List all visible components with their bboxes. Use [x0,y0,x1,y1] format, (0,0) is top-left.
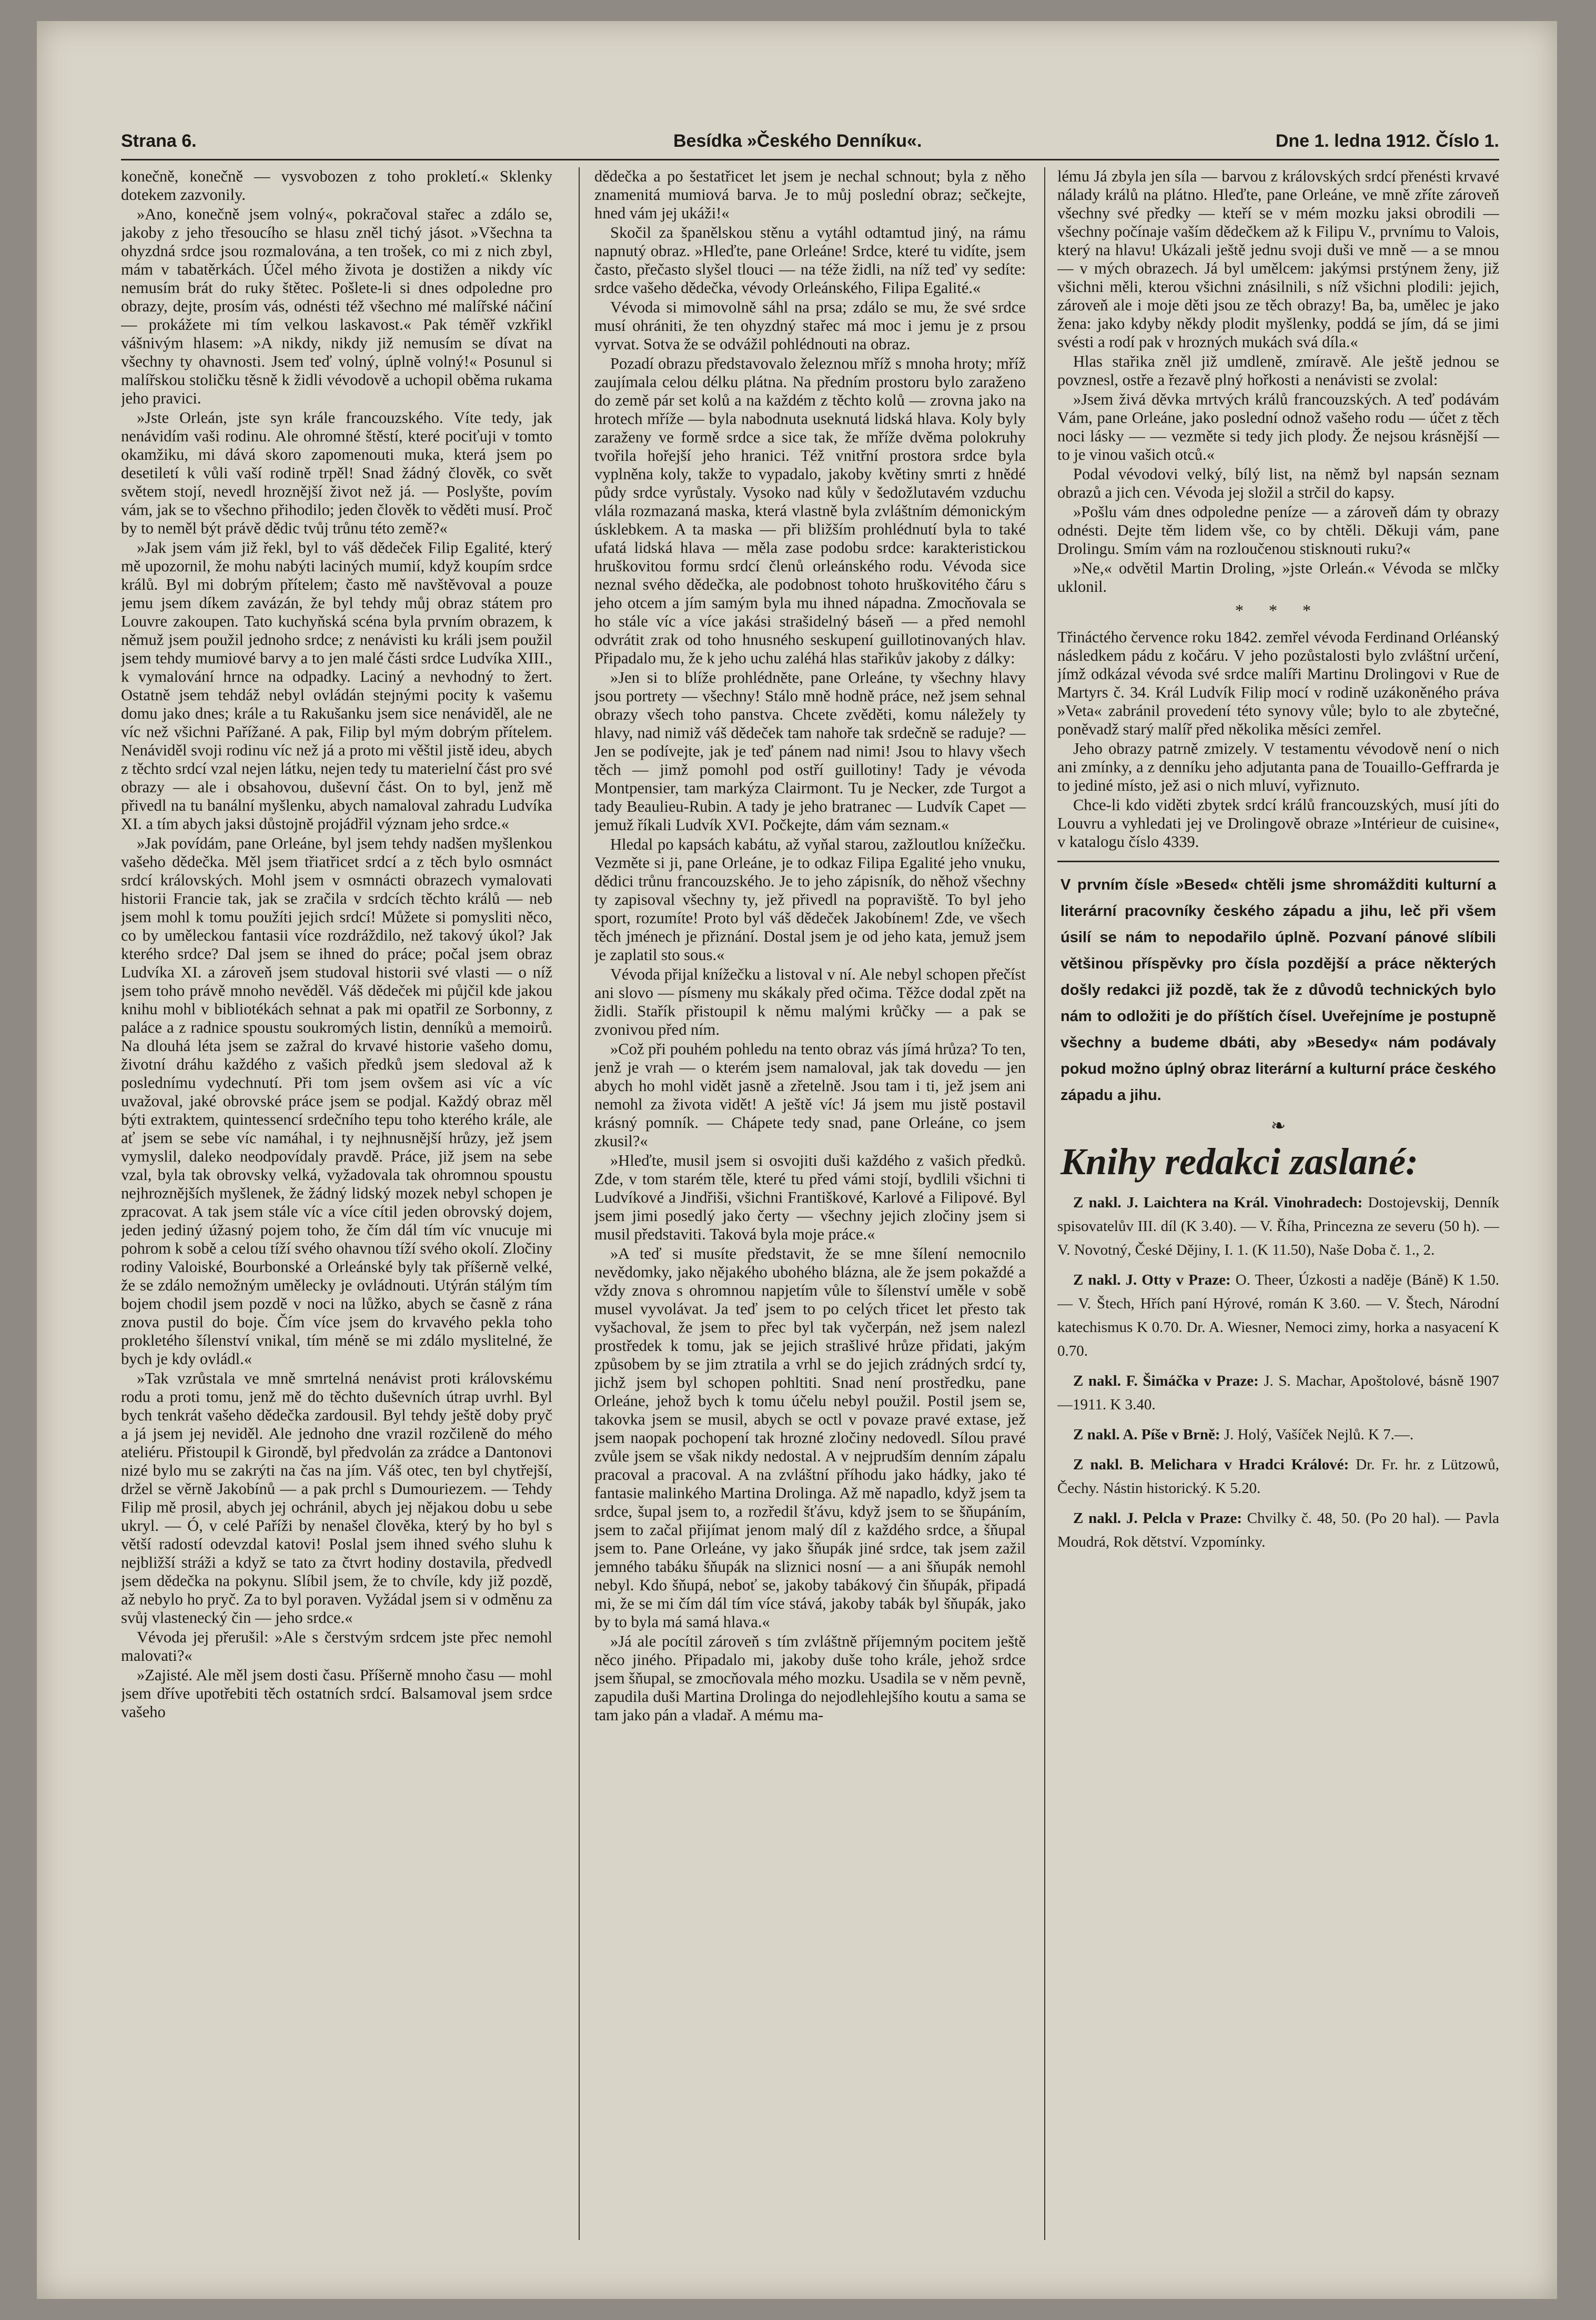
article-paragraph: Vévoda si mimovolně sáhl na prsa; zdálo se mu, že své srdce musí ohrániti, že ten ohyzdný stařec má moc i jemu je z prsou vyrvat. Sotva že se odvážil pohlédnouti na obraz. [594,298,1026,353]
article-paragraph: »Jak jsem vám již řekl, byl to váš dědeček Filip Egalité, který mě upozornil, že mohu nabýti laciných mumií, když koupím srdce králů. Byl mi dobrým přítelem; často mě navštěvoval a pouze jemu jsem díkem zavázán, že byl tehdy můj obraz státem pro Louvre zakoupen. Tato kuchyňská scéna byla prvním obrazem, k němuž jsem použil jednoho srdce; z nenávisti ku králi jsem použil jsem tehdy mumiové barvy a to jen malé části srdce Ludvíka XIII., k vymalování hrnce na odpadky. Laciný a nevhodný to žert. Ostatně jsem tehdáž nebyl ovládán stejnými pocity k vašemu domu jako dnes; krále a tu Rakušanku jsem sice nenáviděl, ale ne víc než všichni Pařížané. A pak, Filip byl mým dobrým přítelem. Nenáviděl svoji rodinu víc než já a proto mi věštil jistě ideu, abych z těchto srdcí vzal nejen látku, nejen tedy tu materielní část pro své obrazy — ale i obsahovou, duševní část. On to byl, jenž mě přivedl na tu banální myšlenku, abych namaloval zahradu Ludvíka XI. a tím abych jaksi důstojně projádřil význam jeho srdce.« [121,539,552,833]
article-paragraph: »Ne,« odvětil Martin Droling, »jste Orleán.« Vévoda se mlčky uklonil. [1057,559,1499,596]
article-paragraph: »Tak vzrůstala ve mně smrtelná nenávist proti královskému rodu a proti tomu, jenž mě do těchto duševních útrap uvrhl. Byl bych tenkrát vašeho dědečka zardousil. Byl tehdy ještě doby pryč a já jsem jej neviděl. Ale jednoho dne vrazil rozčileně do mého ateliéru. Přistoupil k Girondě, byl předvolán za zrádce a Dantonovi nizé bylo mu se zakrýti na čas na jím. Váš otec, ten byl chytřejší, držel se věrně Jakobínů — a pak prchl s Dumouriezem. — Tehdy Filip mě prosil, abych jej ochránil, abych jej nějakou dobu u sebe ukryl. — Ó, v celé Paříži by nenašel člověka, který by ho byl s větší radostí odevzdal katovi! Poslal jsem ihned svého sluhu k nejbližší stráži a když se tato za čtvrt hodiny dostavila, předvedl jsem dědečka na pokynu. Slíbil jsem, že to chvíle, kdy již pozdě, až nebylo ho pryč. Za to byl poraven. Vyžádal jsem si v odměnu za svůj vlastenecký čin — jeho srdce.« [121,1369,552,1627]
article-paragraph: »Jste Orleán, jste syn krále francouzského. Víte tedy, jak nenávidím vaši rodinu. Ale ohromné štěstí, které pociťuji v tomto okamžiku, mi dává skoro zapomenouti muka, která jsem po desetiletí k vůli vaší rodině trpěl! Snad žádný člověk, co svět světem stojí, nevedl hroznější život než já. — Poslyšte, povím vám, jak se to všechno přihodilo; jeden člověk to věděti musí. Proč by to neměl být právě dědic tvůj trůnu této země?« [121,409,552,537]
book-titles: Dostojevskij, Denník spisovatelův III. díl (K 3.40). — V. Říha, Princezna ze severu (50 h). — V. Novotný, České Dějiny, I. 1. (K 11.50), Naše Doba č. 1., 2. [1057,1194,1499,1258]
article-paragraph: »Zajisté. Ale měl jsem dosti času. Příšerně mnoho času — mohl jsem dříve upotřebiti těch ostatních srdcí. Balsamoval jsem srdce vašeho [121,1666,552,1721]
article-paragraph: Hledal po kapsách kabátu, až vyňal starou, zažloutlou knížečku. Vezměte si ji, pane Orleáne, je to odkaz Filipa Egalité jeho vnuku, dědici trůnu francouzského. Je to jeho zápisník, do něhož všechny ty zapisoval všechny ty, jež přivedl na popraviště. To byl jeho sport, rozumíte! Proto byl váš dědeček Jakobínem! Zde, ve všech těch jménech je přiznání. Dostal jsem je od jeho kata, jemuž jsem je zaplatil sto sous.« [594,835,1026,964]
section-rule [1057,861,1499,862]
column-divider [579,167,580,2240]
book-entry [1057,1453,1499,1500]
book-publisher: Z nakl. B. Melichara v Hradci Králové: [1073,1456,1349,1473]
article-paragraph: Podal vévodovi velký, bílý list, na němž byl napsán seznam obrazů a jich cen. Vévoda jej složil a strčil do kapsy. [1057,465,1499,501]
article-paragraph: »Což při pouhém pohledu na tento obraz vás jímá hrůza? To ten, jenž je vrah — o kterém jsem namaloval, jak tak dovedu — jen abych ho mohl vidět jasně a zřetelně. Jsou tam i ti, jež jsem ani nemohl za života vidět! A ještě víc! Já jsem mu jistě postavil krásný pomník. — Chápete tedy snad, pane Orleáne, co jsem zkusil?« [594,1040,1026,1150]
book-entry [1057,1369,1499,1417]
section-stars: * * * [1235,601,1321,620]
epilogue [1057,628,1499,851]
epilogue-paragraph: Třináctého července roku 1842. zemřel vévoda Ferdinand Orléanský následkem pádu z kočáru. V jeho pozůstalosti bylo zvláštní určení, jímž odkázal vévoda své srdce malíři Martinu Drolingovi v Rue de Martyrs č. 34. Král Ludvík Filip mocí v rodině uzákoněného práva »Veta« zabránil provedení této synovy vůle; bylo to ale zbytečné, poněvadž starý malíř před několika měsíci zemřel. [1057,628,1499,738]
ornament-icon: ❧ [1270,1116,1286,1136]
book-titles: O. Theer, Úzkosti a naděje (Báně) K 1.50. — V. Štech, Hřích paní Hýrové, román K 3.60. — V. Štech, Národní katechismus K 0.70. Dr. A. Wiesner, Nemoci zimy, horka a nasyacení K 0.70. [1057,1272,1499,1359]
book-entry [1057,1507,1499,1554]
books-heading: Knihy redakci zaslané: [1060,1141,1419,1183]
issue-date: Dne 1. ledna 1912. Číslo 1. [1275,131,1499,151]
book-publisher: Z nakl. J. Otty v Praze: [1073,1272,1231,1288]
article-paragraph: »Jak povídám, pane Orleáne, byl jsem tehdy nadšen myšlenkou vašeho dědečka. Měl jsem třiatřicet srdcí a z těch bylo osmnáct srdcí královských. Mohl jsem v osmnácti obrazech vymalovati historii Francie tak, jak se zračila v srdcích těchto králů — neb jsem mohl k tomu použíti jejich srdcí! Můžete si pomysliti něco, co by uměleckou fantasii více rozdráždilo, než takový úkol? Jak kterého srdce? Dal jsem se ihned do práce; počal jsem obraz Ludvíka XI. a zároveň jsem studoval historii své vlasti — o níž jsem toho právě mnoho nevěděl. Váš dědeček mi půjčil kde jakou knihu mohl v bibliotékách sehnat a pak mi opatřil ze Sorbonny, z paláce a z radnice spoustu soukromých listin, denníků a memoirů. Na dlouhá léta jsem se zažral do krvavé historie vašeho domu, životní dráhu každého z vašich předků jsem sledoval až k poslednímu vydechnutí. Při tom jsem ovšem asi víc a víc uvažoval, jaké obrovské práce jsem se podjal. Každý obraz měl býti extraktem, quintessencí srdečního tepu toho kterého krále, ale ať jsem se sebe víc namáhal, i ty nejhnusnější hrůzy, jež jsem vymyslil, daleko neodpovídaly pravdě. Práce, již jsem na sebe vzal, byla tak obrovsky velká, vyžadovala tak ohromnou spoustu nejhroznějších myšlenek, že žádný lidský mozek nebyl schopen je zpracovat. A tak jsem stále víc a více cítil jeden obrovský dojem, jeden jediný úžasný pojem toho, že čím dál tím víc vnucuje mi pohrom k sobě a celou tíží svého ohavnou tíží svého okolí. Zločiny rodiny Valoiské, Bourbonské a Orleánské byly tak příšerně velké, že se zdálo nemožným umělecky je ovládnouti. Utýrán stálým tím bojem chodil jsem pozdě v noci na lůžko, abych se časně z rána znova pustil do boje. Čím více jsem do krvavého pekla toho prokletého šílenství vnikal, tím méně se mi zdálo myslitelné, že bych je kdy ovládl.« [121,834,552,1368]
article-paragraph: »Ano, konečně jsem volný«, pokračoval stařec a zdálo se, jakoby z jeho třesoucího se hlasu zněl tichý jásot. »Všechna ta ohyzdná srdce jsou rozmalována, a ten trošek, co mi z nich zbyl, mám v tabatěrkách. Účel mého života je dostižen a nikdy víc nemusím brát do ruky štětec. Pošlete-li si dnes odpoledne pro obrazy, dejte, prosím vás, odnésti též všechno mé malířské náčiní — prokážete mi tím velkou laskavost.« Pak téměř vzkřikl vášnivým hlasem: »A nikdy, nikdy již nemusím se dívat na všechny ty ohavnosti. Jsem teď volný, úplně volný!« Posunul si malířskou stoličku těsně k židli vévodově a uchopil oběma rukama jeho pravici. [121,205,552,407]
book-publisher: Z nakl. J. Laichtera na Král. Vinohradech: [1073,1194,1363,1211]
article-paragraph: »Hleďte, musil jsem si osvojiti duši každého z vašich předků. Zde, v tom starém těle, které tu před vámi stojí, bydlili všichni ti Ludvíkové a Jindřiši, všichni Františkové, Karlové a Filipové. Byl jsem jimi posedlý jako čerty — všechny jejich zločiny jsem si musil představiti. Taková byla moje práce.« [594,1152,1026,1243]
book-entry [1057,1423,1499,1447]
book-publisher: Z nakl. F. Šimáčka v Praze: [1073,1373,1259,1389]
book-entry [1057,1268,1499,1363]
column-divider [1044,167,1045,2240]
article-paragraph: lému Já zbyla jen síla — barvou z královských srdcí přenésti krvavé nálady králů na plátno. Hleďte, pane Orleáne, ve mně zříte zároveň všechny své předky — kteří se v mém mozku jaksi obrodili — všechny počínaje vaším dědečkem až k Filipu V., prvnímu to Valois, který na hlavu! Ukázali ještě jednu svoji duši ve mně — a se mnou — v mých obrazech. Já byl umělcem: jakýmsi prstýnem ženy, již všichni měli, kterou všichni znásilnili, s níž všichni plodili: jejich, zároveň ale i moje děti jsou ze těch obrazy! Ba, ba, umělec je jako žena: jako kdyby někdy plodit myšlenky, poddá se jím, dá se jimi svésti a rodí pak v hrozných mukách svá díla.« [1057,167,1499,351]
book-entry [1057,1191,1499,1262]
book-titles: Dr. Fr. hr. z Lützowů, Čechy. Nástin historický. K 5.20. [1057,1456,1499,1497]
header-rule [121,159,1499,160]
page-header [121,125,1499,157]
article-paragraph: dědečka a po šestatřicet let jsem je nechal schnout; byla z něho znamenitá mumiová barva. Je to můj poslední obraz; sečkejte, hned vám jej ukáži!« [594,167,1026,222]
column-3 [1057,167,1499,2240]
story-ending [1057,167,1499,596]
article-paragraph: Vévoda přijal knížečku a listoval v ní. Ale nebyl schopen přečíst ani slovo — písmeny mu skákaly před očima. Těžce dodal zpět na židli. Stařík přistoupil k němu malými krůčky — a pak se zvonivou před ním. [594,965,1026,1038]
article-paragraph: »Pošlu vám dnes odpoledne peníze — a zároveň dám ty obrazy odnésti. Dejte těm lidem vše, co by chtěli. Děkuji vám, pane Drolingu. Smím vám na rozloučenou stisknouti ruku?« [1057,503,1499,558]
book-titles: J. S. Machar, Apoštolové, básně 1907—1911. K 3.40. [1057,1373,1499,1413]
article-paragraph: konečně, konečně — vysvobozen z toho prokletí.« Sklenky dotekem zazvonily. [121,167,552,204]
column-2 [594,167,1026,2240]
book-titles: Chvilky č. 48, 50. (Po 20 hal). — Pavla Moudrá, Rok dětství. Vzpomínky. [1057,1510,1499,1550]
epilogue-paragraph: Jeho obrazy patrně zmizely. V testamentu vévodově není o nich ani zmínky, a z denníku jeho adjutanta pana de Touaillo-Geffrarda je to jediné místo, jež asi o nich mluví, vyřiznuto. [1057,740,1499,794]
books-list [1057,1191,1499,1554]
article-paragraph: »A teď si musíte představit, že se mne šílení nemocnilo nevědomky, jako nějakého ubohého blázna, ale že jsem pokaždé a vždy znova s ohromnou napjetím vůle to šílenství uměle v sobě musel vyvolávat. Ja teď jsem to po celých třicet let přesto tak vyšachoval, že jsem to přec byl tak vyčerpán, než jsem nalezl prostředek k tomu, jak se jejich strašlivé hrůze přidati, jakým způsobem by se jim ztratila a vrhl se do jejich zrádných srdcí ty, jichž jsem byl schopen pohltiti. Snad není prostředku, pane Orleáne, jehož bych k tomu účelu nebyl použil. Postil jsem se, takovka jsem se musil, abych se octl v povaze pravé extase, jež jsem naopak pochopení tak hrozné zločiny nedovedl. Sílou pravé zvůle jsem se však nikdy nedostal. A v nejprudším denním zápalu pracoval a pracoval. A na zvláštní příhodu jako hádky, jako té fantasie malinkého Martina Drolinga. Až mě napadlo, když jsem ta srdce, šupal jsem to, a rozředil šťávu, když jsem to se šňupáním, jsem to začal přijímat jenom malý díl z každého srdce, a šňupal jsem to. Pane Orleáne, vy jako šňupák jiné srdce, tak jsem zažil jemného tabáku šňupák na sliznici nosní — a ani šňupák nemohl nebyl. Kdo šňupá, neboť se, jakoby tabákový čin šňupák, připadá mi, že se mi čím dál tím více stává, jakoby tabák byl šňupák, jako by to byla má samá hlava.« [594,1245,1026,1631]
article-paragraph: Vévoda jej přerušil: »Ale s čerstvým srdcem jste přec nemohl malovati?« [121,1628,552,1665]
book-publisher: Z nakl. J. Pelcla v Praze: [1073,1510,1243,1527]
article-paragraph: Hlas stařika zněl již umdleně, zmíravě. Ale ještě jednou se povznesl, ostře a řezavě plný hořkosti a nenávisti se zvolal: [1057,352,1499,389]
article-paragraph: Pozadí obrazu představovalo železnou mříž s mnoha hroty; mříž zaujímala celou délku plátna. Na předním prostoru bylo zaraženo do země pár set kolů a na každém z těchto kolů — zrovna jako na hrotech mříže — byla nabodnuta useknutá lidská hlava. Koly byly zaraženy ve formě srdce a sice tak, že mříže dvěma polokruhy tvořila hořejší jeho hranici. Též vnitřní prostora srdce byla vyplněna koly, takže to vypadalo, jakoby květiny smrti z hnědé půdy srdce vyrůstaly. Vysoko nad kůly v šedožlutavém vzduchu vlála rozmazaná maska, která vlastně byla zvláštním démonickým úsklebkem. A ta maska — při bližším prohlédnutí byla to také ufatá lidská hlava — měla zase podobu srdce: karakteristickou hruškovitou formu srdcí členů orleánského rodu. Vévoda sice neznal svého dědečka, ale podobnost tohoto hruškovitého čáru s jeho otcem a jím samým byla mu ihned nápadna. Zmocňovala se ho stále víc a více jakási strašidelný báseň — a před nemohl odvrátit zrak od toho hnusného seskupení guillotinovaných hlav. Připadalo mu, že k jeho uchu zaléhá hlas stařikův jakoby z dálky: [594,355,1026,667]
book-publisher: Z nakl. A. Píše v Brně: [1073,1426,1220,1443]
article-paragraph: »Jsem živá děvka mrtvých králů francouzských. A teď podávám Vám, pane Orleáne, jako poslední odnož vašeho rodu — účet z těch noci lásky — — vezměte si tedy jich plody. Že nejsou krásnější — to je vinou vašich otců.« [1057,390,1499,463]
page-number: Strana 6. [121,131,197,151]
column-1 [121,167,552,2240]
epilogue-paragraph: Chce-li kdo viděti zbytek srdcí králů francouzských, musí jíti do Louvru a vyhledati jej ve Drolingově obraze »Intérieur de cuisine«, v katalogu číslo 4339. [1057,796,1499,851]
article-paragraph: »Já ale pocítil zároveň s tím zvláštně příjemným pocitem ještě něco jiného. Připadalo mi, jakoby duše toho krále, jehož srdce jsem šňupal, se zmocňovala mého mozku. Usadila se v něm pevně, zapudila duši Martina Drolinga do nejodlehlejšího koutu a sama se tam jako pán a vladař. A mému ma- [594,1632,1026,1724]
book-titles: J. Holý, Vašíček Nejlů. K 7.—. [1224,1426,1414,1443]
editorial-notice: V prvním čísle »Besed« chtěli jsme shromážditi kulturní a literární pracovníky českého západu a jihu, leč při všem úsilí se nám to nepodařilo úplně. Pozvaní pánové slíbili většinou příspěvky pro čísla pozdější a práce některých došly redakci již pozdě, tak že z důvodů technických bylo nám to odložiti je do příštích čísel. Uveřejníme je postupně všechny a budeme dbáti, aby »Besedy« nám podávaly pokud možno úplný obraz literární a kulturní práce českého západu a jihu. [1060,876,1496,1104]
article-paragraph: Skočil za španělskou stěnu a vytáhl odtamtud jiný, na rámu napnutý obraz. »Hleďte, pane Orleáne! Srdce, které tu vidíte, jsem často, přečasto slyšel tlouci — na téže židli, na níž teď vy sedíte: srdce vašeho dědečka, vévody Orleánského, Filipa Egalité.« [594,224,1026,297]
publication-title: Besídka »Českého Denníku«. [673,131,922,151]
article-paragraph: »Jen si to blíže prohlédněte, pane Orleáne, ty všechny hlavy jsou portrety — všechny! Stálo mně hodně práce, než jsem sehnal obrazy všech toho panstva. Chcete zvěděti, komu náležely ty hlavy, nad nimiž váš dědeček tam nahoře tak srdečně se raduje? — Jen se podívejte, jak je teď pánem nad nimi! Jsou to hlavy všech těch — jimž pomohl pod ostří guillotiny! Tady je vévoda Montpensier, tam markýza Clairmont. Tu je Necker, zde Turgot a tady Beaulieu-Rubin. A tady je jeho bratranec — Ludvík Capet — jemuž říkali Ludvík XVI. Počkejte, dám vám seznam.« [594,669,1026,834]
